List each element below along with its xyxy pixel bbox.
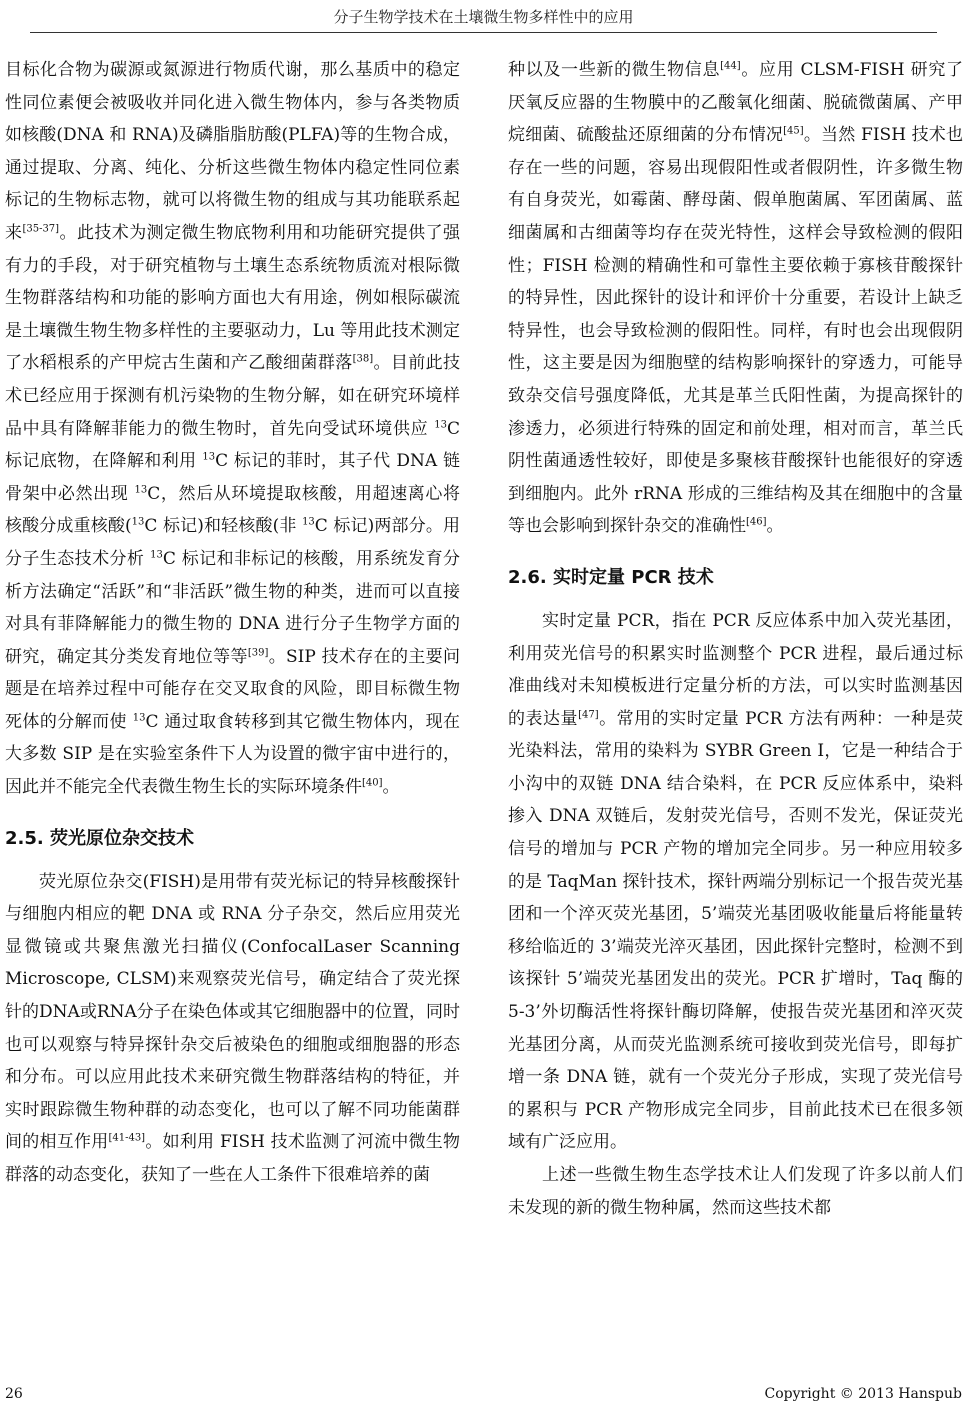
text-run: 。应用 CLSM-FISH 研究了厌氧反应器的生物膜中的乙酸氧化细菌、脱硫微菌属、产甲烷细菌、硫酸盐还原细菌的分布情况: [508, 60, 964, 146]
copyright-notice: Copyright © 2013 Hanspub: [764, 1386, 962, 1402]
text-run: 。此技术为测定微生物底物利用和功能研究提供了强有力的手段，对于研究植物与土壤生态系统物质流对根际微生物群落结构和功能的影响方面也大有用途，例如根际碳流是土壤微生物生物多样性的主要驱动力，Lu 等用此技术测定了水稻根系的产甲烷古生菌和产乙酸细菌群落: [5, 222, 461, 374]
text-run: C 标记和非标记的核酸，用系统发育分析方法确定“活跃”和“非活跃”微生物的种类，进而可以直接对具有菲降解能力的微生物的 DNA 进行分子生物学方面的研究，确定其分类发育地位等等: [5, 548, 460, 667]
text-run: 种以及一些新的微生物信息: [508, 60, 721, 80]
citation: [40]: [362, 777, 383, 789]
citation: [45]: [783, 125, 804, 137]
citation: [44]: [720, 60, 741, 72]
paragraph-qpcr: [508, 605, 963, 1159]
text-run: C 标记)两部分。用分子生态技术分析: [5, 516, 460, 569]
page-number: 26: [5, 1386, 23, 1402]
text-run: 。常用的实时定量 PCR 方法有两种：一种是荧光染料法，常用的染料为 SYBR Green I，它是一种结合于小沟中的双链 DNA 结合染料，在 PCR 反应体系中，染料掺入 DNA 双链后，发射荧光信号，否则不发光，保证荧光信号的增加与 PCR 产物的增加完全同步。另一种应用较多的是 TaqMan 探针技术，探针两端分别标记一个报告荧光基团和一个淬灭荧光基团，5’端荧光基团吸收能量后将能量转移给临近的 3’端荧光淬灭基团，因此探针完整时，检测不到该探针 5’端荧光基团发出的荧光。PCR 扩增时，Taq 酶的 5-3’外切酶活性将探针酶切降解，使报告荧光基团和淬灭荧光基团分离，从而荧光监测系统可接收到荧光信号，即每扩增一条 DNA 链，就有一个荧光分子形成，实现了荧光信号的累积与 PCR 产物形成完全同步，目前此技术已在很多领域有广泛应用。: [508, 708, 964, 1153]
paragraph-summary: 上述一些微生物生态学技术让人们发现了许多以前人们未发现的新的微生物种属，然而这些技术都: [508, 1165, 963, 1218]
isotope-superscript: 13: [131, 516, 145, 528]
text-run: 。: [382, 777, 400, 798]
isotope-superscript: 13: [434, 418, 447, 430]
text-run: C 标记)和轻核酸(非: [144, 516, 303, 537]
citation: [35-37]: [22, 223, 60, 235]
text-run: C 标记的菲时，其子代 DNA 链骨架中必然出现: [5, 451, 460, 504]
text-run: C 标记底物，在降解和利用: [5, 418, 460, 472]
text-run: C，然后从环境提取核酸，用超速离心将核酸分成重核酸(: [5, 483, 460, 537]
header-rule: [30, 32, 937, 33]
paragraph-fish: [5, 866, 460, 1192]
citation: [38]: [352, 353, 374, 365]
section-heading-2-6: 2.6. 实时定量 PCR 技术: [508, 566, 714, 588]
text-run: C 通过取食转移到其它微生物体内，现在大多数 SIP 是在实验室条件下人为设置的微宇宙中进行的，因此并不能完全代表微生物生长的实际环境条件: [5, 711, 460, 798]
isotope-superscript: 13: [202, 451, 216, 463]
paragraph-fish-continued: [508, 54, 963, 543]
citation: [39]: [247, 647, 269, 659]
citation: [41-43]: [108, 1132, 146, 1144]
section-heading-2-5: 2.5. 荧光原位杂交技术: [5, 827, 194, 849]
text-run: 目标化合物为碳源或氮源进行物质代谢，那么基质中的稳定性同位素便会被吸收并同化进入微生物体内，参与各类物质如核酸(DNA 和 RNA)及磷脂脂肪酸(PLFA)等的生物合成，通过提取、分离、纯化、分析这些微生物体内稳定性同位素标记的生物标志物，就可以将微生物的组成与其功能联系起来: [5, 60, 460, 243]
isotope-superscript: 13: [302, 516, 315, 528]
isotope-superscript: 13: [132, 712, 146, 724]
paragraph-sip-continued: [5, 54, 460, 804]
right-column: [508, 54, 963, 1224]
citation: [46]: [746, 516, 767, 528]
text-run: 。: [766, 516, 784, 537]
isotope-superscript: 13: [134, 484, 148, 496]
running-header: 分子生物学技术在土壤微生物多样性中的应用: [333, 8, 634, 26]
text-run: 。当然 FISH 技术也存在一些的问题，容易出现假阳性或者假阴性，许多微生物有自身荧光，如霉菌、酵母菌、假单胞菌属、军团菌属、蓝细菌属和古细菌等均存在荧光特性，这样会导致检测的假阳性；FISH 检测的精确性和可靠性主要依赖于寡核苷酸探针的特异性，因此探针的设计和评价十分重要，若设计上缺乏特异性，也会导致检测的假阳性。同样，有时也会出现假阴性，这主要是因为细胞壁的结构影响探针的穿透力，可能导致杂交信号强度降低，尤其是革兰氏阳性菌，为提高探针的渗透力，必须进行特殊的固定和前处理，相对而言，革兰氏阴性菌通透性较好，即使是多聚核苷酸探针也能很好的穿透到细胞内。此外 rRNA 形成的三维结构及其在细胞中的含量等也会影响到探针杂交的准确性: [508, 125, 964, 537]
text-run: 。如利用 FISH 技术监测了河流中微生物群落的动态变化，获知了一些在人工条件下很难培养的菌: [5, 1132, 460, 1185]
text-run: 荧光原位杂交(FISH)是用带有荧光标记的特异核酸探针与细胞内相应的靶 DNA 或 RNA 分子杂交，然后应用荧光显微镜或共聚焦激光扫描仪(ConfocalLaser Scanning Microscope, CLSM)来观察荧光信号，确定结合了荧光探针的DNA或RNA分子在染色体或其它细胞器中的位置，同时也可以观察与特异探针杂交后被染色的细胞或细胞器的形态和分布。可以应用此技术来研究微生物群落结构的特征，并实时跟踪微生物种群的动态变化，也可以了解不同功能菌群间的相互作用: [5, 871, 460, 1153]
text-run: 。目前此技术已经应用于探测有机污染物的生物分解，如在研究环境样品中具有降解菲能力的微生物时，首先向受试环境供应: [5, 353, 461, 439]
isotope-superscript: 13: [150, 549, 163, 561]
citation: [47]: [578, 709, 599, 721]
text-run: 实时定量 PCR，指在 PCR 反应体系中加入荧光基团，利用荧光信号的积累实时监测整个 PCR 进程，最后通过标准曲线对未知模板进行定量分析的方法，可以实时监测基因的表达量: [508, 610, 963, 729]
text-run: 。SIP 技术存在的主要问题是在培养过程中可能存在交叉取食的风险，即目标微生物死体的分解而使: [5, 646, 460, 732]
left-column: [5, 54, 460, 1192]
